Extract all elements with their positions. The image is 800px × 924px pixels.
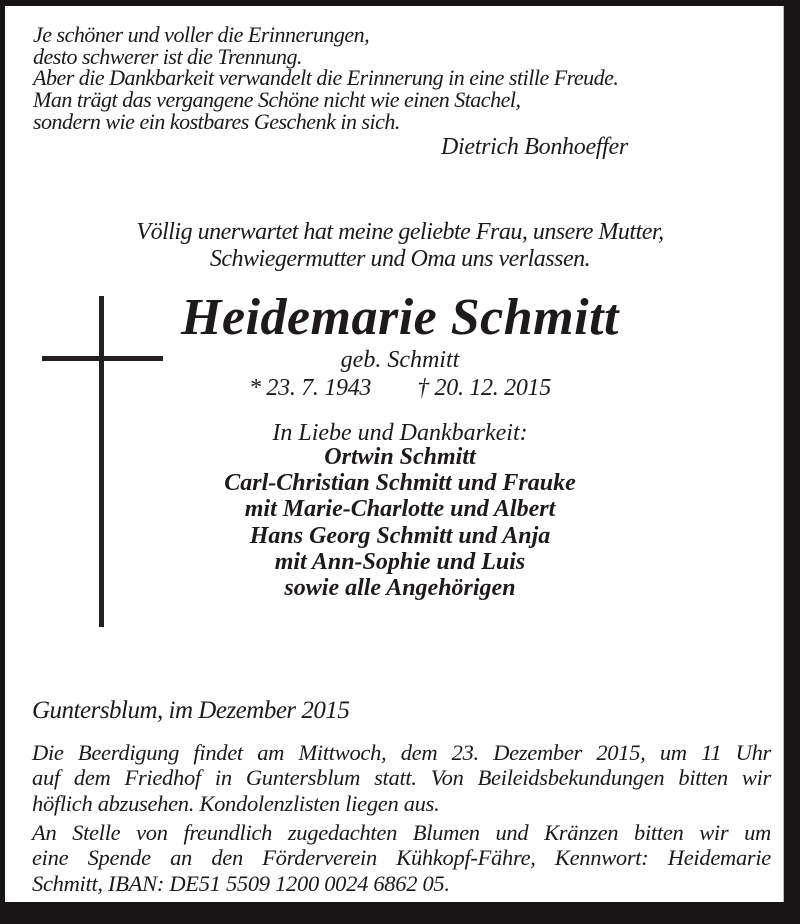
donation-paragraph — [32, 820, 771, 896]
mourner-name: Ortwin Schmitt — [324, 444, 476, 470]
mourners-list — [0, 444, 800, 601]
paragraph-line: eine Spende an den Förderverein Kühkopf-Fähre, Kennwort: Heidemarie — [32, 845, 771, 871]
mourner-name: sowie alle Angehörigen — [284, 575, 516, 602]
quote-line: Je schöner und voller die Erinnerungen, — [33, 22, 370, 47]
announcement-line: Völlig unerwartet hat meine geliebte Frau, unsere Mutter, — [136, 219, 664, 245]
maiden-name: geb. Schmitt — [340, 347, 460, 373]
announcement — [0, 219, 800, 273]
quote-block — [33, 24, 713, 158]
paragraph-line: höflich abzusehen. Kondolenzlisten liegen aus. — [32, 790, 440, 816]
paragraph-line: Die Beerdigung findet am Mittwoch, dem 23. Dezember 2015, um 11 Uhr — [32, 740, 771, 765]
place-date-line: Guntersblum, im Dezember 2015 — [32, 697, 350, 724]
mourner-name: Hans Georg Schmitt und Anja — [249, 522, 551, 549]
mourner-name: Carl-Christian Schmitt und Frauke — [224, 470, 576, 497]
quote-line: desto schwerer ist die Trennung. — [33, 43, 302, 69]
death-date: † 20. 12. 2015 — [417, 375, 551, 401]
mourner-name: mit Marie-Charlotte und Albert — [244, 496, 556, 523]
quote-line: Aber die Dankbarkeit verwandelt die Erinnerung in eine stille Freude. — [33, 65, 619, 91]
quote-line: Man trägt das vergangene Schöne nicht wie einen Stachel, — [33, 87, 521, 113]
announcement-line: Schwiegermutter und Oma uns verlassen. — [209, 246, 591, 272]
quote-author: Dietrich Bonhoeffer — [441, 133, 628, 160]
birth-date: * 23. 7. 1943 — [249, 375, 372, 401]
life-dates — [0, 375, 800, 402]
deceased-name: Heidemarie Schmitt — [181, 289, 619, 346]
mourners-intro: In Liebe und Dankbarkeit: — [272, 420, 528, 446]
mourner-name: mit Ann-Sophie und Luis — [274, 548, 526, 575]
funeral-paragraph — [32, 740, 771, 816]
paragraph-line: Schmitt, IBAN: DE51 5509 1200 0024 6862 05. — [32, 870, 450, 896]
paragraph-line: An Stelle von freundlich zugedachten Blumen und Kränzen bitten wir um — [32, 820, 771, 845]
paragraph-line: auf dem Friedhof in Guntersblum statt. Von Beileidsbekundungen bitten wir — [32, 765, 771, 791]
quote-line: sondern wie ein kostbares Geschenk in sich. — [33, 108, 400, 134]
